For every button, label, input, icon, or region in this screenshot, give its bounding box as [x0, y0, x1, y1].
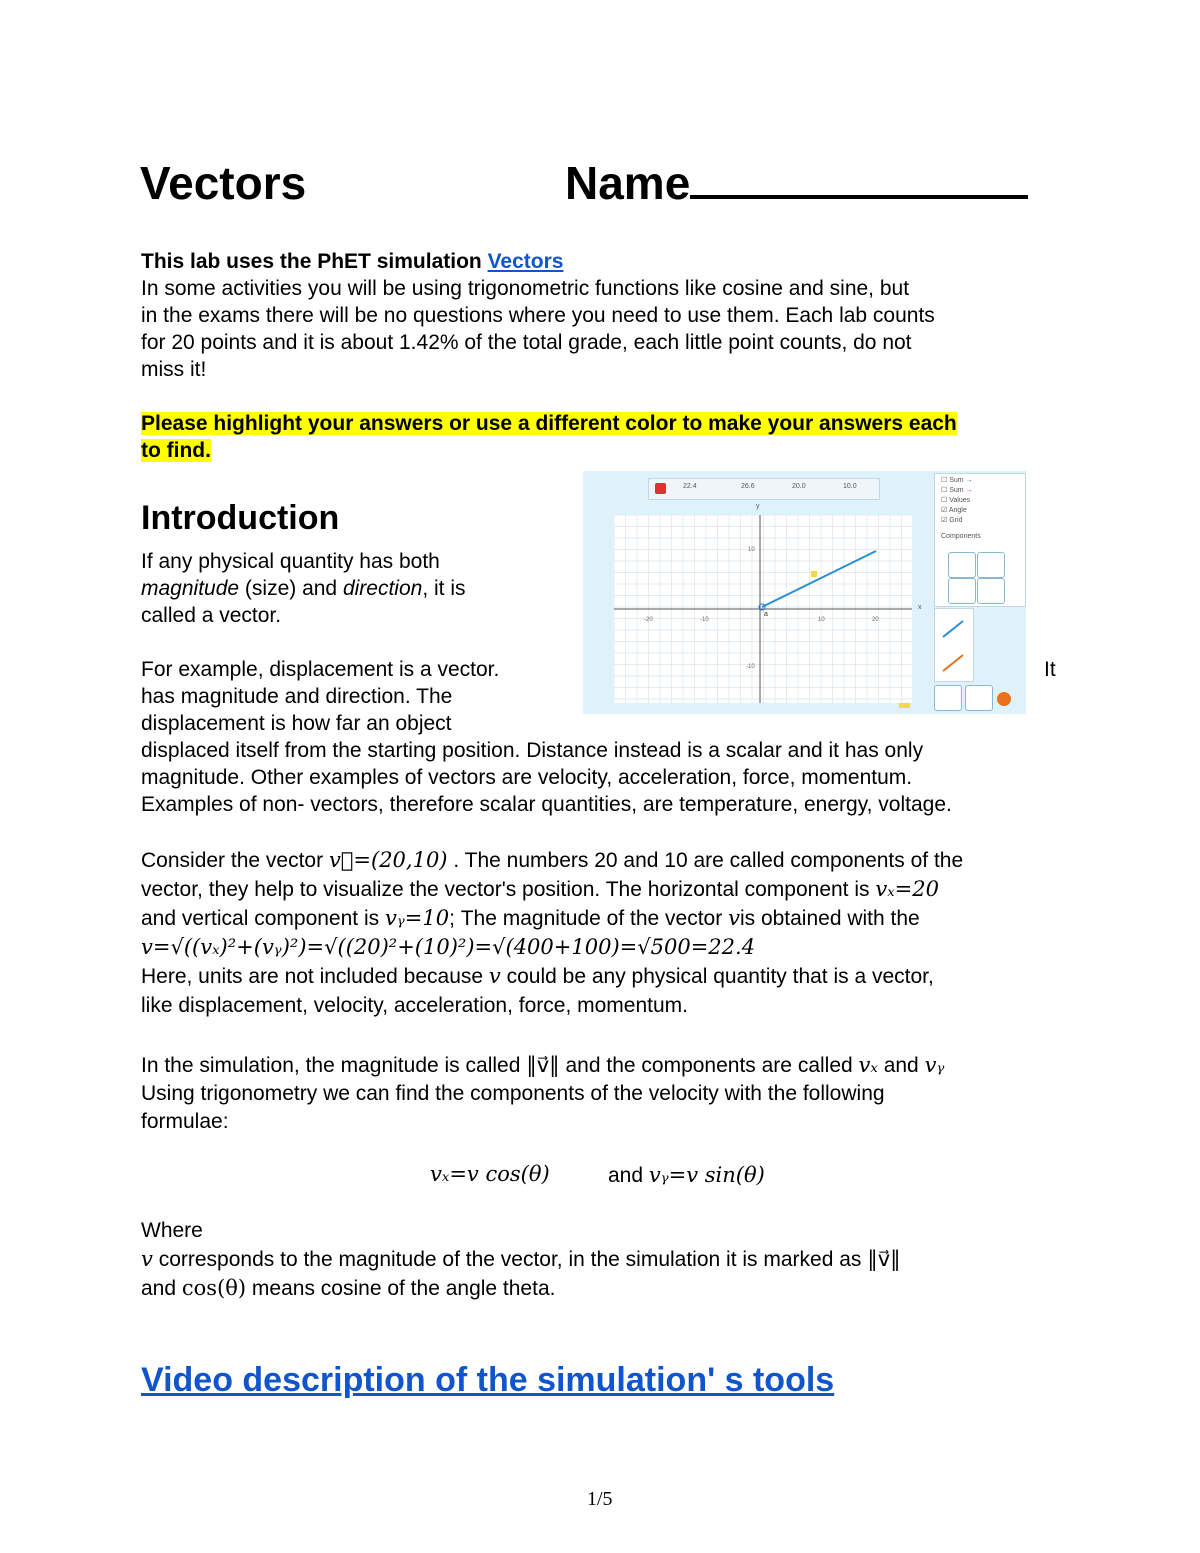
sim-vector-bucket-arrows	[935, 609, 973, 681]
sim-checkbox-label: Sum	[949, 487, 964, 494]
sim-vector-label-tag	[811, 571, 817, 577]
vector-example-para	[141, 846, 1091, 1020]
sim-readout: 26.6	[741, 483, 755, 490]
vector-line	[141, 962, 1091, 991]
sim-component-style-button[interactable]	[977, 552, 1005, 578]
highlight-instruction: Please highlight your answers or use a different color to make your answers each	[141, 412, 957, 435]
sim-vector-name: a	[764, 611, 768, 618]
intro-line: In some activities you will be using trigonometric functions like cosine and sine, but	[141, 277, 910, 300]
introduction-para	[141, 548, 571, 737]
introduction-heading: Introduction	[141, 499, 340, 537]
vy-formula: vᵧ=v sin(θ)	[648, 1163, 765, 1187]
text-span: and	[608, 1164, 649, 1187]
text-span: In the simulation, the magnitude is called	[141, 1054, 527, 1077]
sim-component-style-button[interactable]	[948, 578, 976, 604]
intro-line: in the exams there will be no questions where you need to use them. Each lab counts	[141, 304, 935, 327]
v-symbol: v	[488, 964, 501, 988]
highlight-instruction: to find.	[141, 439, 211, 462]
sim-checkbox-label: Grid	[949, 517, 963, 524]
intro-para-line: Examples of non- vectors, therefore scalar quantities, are temperature, energy, voltage.	[141, 793, 952, 816]
intro-line: miss it!	[141, 358, 207, 381]
lab-sentence	[141, 248, 1071, 275]
bucket-orange-arrow	[943, 655, 963, 671]
text-span: and the components are called	[559, 1054, 859, 1077]
vector-line	[141, 904, 1091, 933]
name-label: Name	[565, 157, 691, 209]
norm-notation: ‖v⃗‖	[526, 1053, 560, 1077]
sim-component-style-button[interactable]	[977, 578, 1005, 604]
magnitude-formula: v=√((vₓ)²+(vᵧ)²)=√((20)²+(10)²)=√(400+100)=√500=22.4	[141, 935, 756, 959]
video-description-link[interactable]: Video description of the simulation' s tools	[141, 1361, 835, 1399]
sim-component-style-button[interactable]	[948, 552, 976, 578]
sim-trash-icon	[655, 483, 666, 494]
text-span: and	[877, 1054, 925, 1077]
text-span: corresponds to the magnitude of the vector, in the simulation it is marked as	[152, 1248, 868, 1271]
where-line	[141, 1274, 1091, 1303]
vector-line	[141, 875, 1091, 904]
v-symbol: v	[728, 906, 740, 930]
sim-readout: 10.0	[843, 483, 857, 490]
intro-para-line: has magnitude and direction. The	[141, 685, 453, 708]
intro-para-line: magnitude. Other examples of vectors are velocity, acceleration, force, momentum.	[141, 766, 913, 789]
name-blank-line[interactable]	[690, 157, 1028, 199]
text-span: Consider the vector	[141, 849, 329, 872]
vx-symbol: vₓ	[858, 1053, 878, 1077]
norm-notation: ‖v⃗‖	[867, 1247, 901, 1271]
cos-notation: cos(θ)	[181, 1276, 247, 1300]
sim-tick-label: -10	[746, 664, 755, 670]
sim-checkbox[interactable]: ☑ Angle	[941, 507, 967, 514]
sim-checkbox[interactable]: ☐ Sum →	[941, 477, 973, 484]
sim-view-button[interactable]	[965, 685, 993, 711]
where-para	[141, 1217, 1091, 1303]
sim-readout: 22.4	[683, 483, 697, 490]
text-span: could be any physical quantity that is a vector,	[500, 965, 934, 988]
sim-tick-label: 10	[818, 617, 825, 623]
vy-equation: vᵧ=10	[384, 906, 450, 930]
sim-line: Using trigonometry we can find the components of the velocity with the following	[141, 1082, 885, 1105]
intro-para-line: displacement is how far an object	[141, 712, 452, 735]
text-span: vector, they help to visualize the vector's position. The horizontal component is	[141, 878, 876, 901]
text-span: . The numbers 20 and 10 are called components of the	[453, 849, 964, 872]
intro-para-line: called a vector.	[141, 604, 282, 627]
sim-y-axis-label: y	[756, 503, 760, 510]
sim-line: formulae:	[141, 1110, 229, 1133]
vy-formula-line	[608, 1162, 765, 1189]
sim-tick-label: 20	[872, 617, 879, 623]
lab-prefix: This lab uses the PhET simulation	[141, 250, 488, 273]
intro-block	[141, 248, 1071, 464]
sim-reset-icon[interactable]	[997, 692, 1011, 706]
sim-readout-bar	[648, 478, 880, 500]
sim-checkbox[interactable]: ☐ Values	[941, 497, 971, 504]
sim-tick-label: 10	[748, 547, 755, 553]
sim-line	[141, 1051, 1091, 1080]
intro-para-line: If any physical quantity has both	[141, 550, 440, 573]
where-line: Where	[141, 1219, 203, 1242]
sim-readout: 20.0	[792, 483, 806, 490]
sim-components-label: Components	[941, 533, 981, 540]
text-span: , it is	[422, 577, 466, 600]
text-span: (size) and	[239, 577, 343, 600]
vector-notation: v⃗=(20,10)	[328, 848, 448, 872]
text-span: ; The magnitude of the vector	[449, 907, 729, 930]
sim-checkbox[interactable]: ☐ Sum →	[941, 487, 973, 494]
vector-line: like displacement, velocity, acceleration, force, momentum.	[141, 994, 689, 1017]
sim-graph	[614, 515, 912, 703]
page-number: 1/5	[587, 1488, 613, 1510]
text-span: Here, units are not included because	[141, 965, 489, 988]
page-title: Vectors	[140, 157, 307, 209]
vy-symbol: vᵧ	[924, 1053, 945, 1077]
vx-formula: vₓ=v cos(θ)	[430, 1162, 550, 1186]
sim-tick-label: -10	[700, 617, 709, 623]
bucket-blue-arrow	[943, 621, 963, 637]
sim-view-button[interactable]	[934, 685, 962, 711]
vx-equation: vₓ=20	[875, 877, 939, 901]
name-field	[565, 156, 1028, 210]
sim-x-axis-label: x	[918, 604, 922, 611]
intro-para-line-end: It	[1044, 658, 1056, 681]
text-span: means cosine of the angle theta.	[246, 1277, 556, 1300]
text-span: and	[141, 1277, 182, 1300]
sim-vector-bucket[interactable]	[934, 608, 974, 682]
sim-checkbox-label: Values	[949, 497, 971, 504]
v-symbol: v	[141, 1247, 153, 1271]
simulation-para	[141, 1051, 1091, 1136]
sim-checkbox-label: Sum	[949, 477, 964, 484]
sim-checkbox-label: Angle	[948, 507, 967, 514]
intro-para-line: displaced itself from the starting position. Distance instead is a scalar and it has only	[141, 739, 924, 762]
sim-tick-label: -20	[644, 617, 653, 623]
vector-line	[141, 846, 1091, 875]
sim-options-panel	[934, 473, 1026, 607]
where-line	[141, 1245, 1091, 1274]
introduction-para-wide	[141, 737, 1081, 818]
text-span: is obtained with the	[739, 907, 920, 930]
intro-para-line: For example, displacement is a vector.	[141, 658, 500, 681]
magnitude-word: magnitude	[141, 577, 240, 600]
direction-word: direction	[342, 577, 423, 600]
text-span: and vertical component is	[141, 907, 385, 930]
intro-line: for 20 points and it is about 1.42% of the total grade, each little point counts, do not	[141, 331, 912, 354]
vectors-sim-link[interactable]: Vectors	[487, 250, 564, 273]
sim-checkbox[interactable]: ☑ Grid	[941, 517, 963, 524]
intro-para-line	[141, 575, 571, 602]
